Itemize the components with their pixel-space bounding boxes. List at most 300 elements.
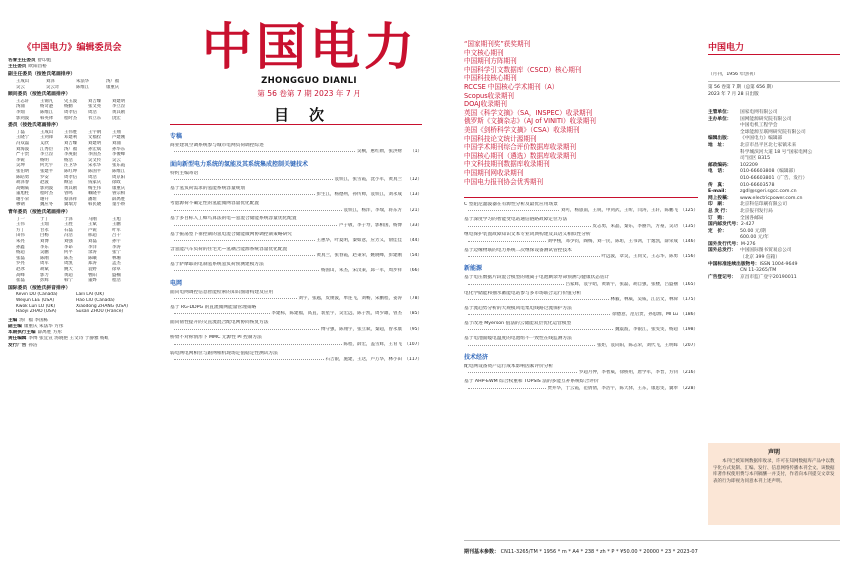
article-meta	[464, 239, 698, 245]
committee-name: 陈国平	[88, 168, 102, 174]
committee-row-label: 名誉主任委员	[8, 58, 36, 63]
committee-name: 朱亮	[16, 239, 25, 245]
committee-name: 甘永	[40, 227, 49, 233]
committee-name: 吴文传	[88, 157, 102, 163]
info-value: 北京报刊发行局	[740, 208, 773, 214]
info-value: 600.00 元/年	[740, 235, 769, 241]
committee-name: 陈曦	[88, 255, 97, 261]
committee-name: 江秀臣	[40, 146, 54, 152]
article-authors: 杨国山，朱杰，宋汶秉，邱一军，周步祥	[321, 268, 402, 274]
committee-name: 孙宇	[112, 239, 121, 245]
committee-name: 韩英铎	[40, 115, 54, 121]
committee-name: 张东霞	[112, 163, 126, 169]
committee-name: 郭剑波	[40, 185, 54, 191]
leader-dots	[174, 194, 315, 195]
committee-name: 王斌	[88, 222, 97, 228]
committee-name: 梅生伟	[88, 185, 102, 191]
info-label: E-mail：	[708, 189, 730, 195]
article-authors: 袁铁江，杨洋，李瑞，蒋东方	[343, 207, 402, 213]
committee-name: 王旭	[112, 216, 121, 222]
committee-name: 杨浩	[64, 157, 73, 163]
article-authors: 叶远波，章昊，王同文，王志华，陈勇	[601, 254, 678, 260]
committee-name: 文福拴	[88, 135, 102, 141]
info-line	[708, 275, 840, 282]
committee-name: 刘海波	[16, 146, 30, 152]
vice-names	[8, 79, 136, 90]
committee-name: 汤广福	[64, 146, 78, 152]
leader-dots	[468, 241, 546, 242]
leader-dots	[174, 344, 342, 345]
committee-name: 刘泽	[46, 79, 55, 84]
info-line	[708, 189, 840, 196]
info-label: 订 购：	[708, 215, 727, 221]
article-page: （186）	[680, 312, 698, 318]
committee-name: 姚天	[64, 267, 73, 272]
info-value: CN 11-3265/TM	[740, 268, 777, 274]
info-label: 传 真：	[708, 182, 727, 188]
committee-name: 高峰	[16, 272, 25, 278]
article-meta	[464, 312, 698, 318]
article-meta	[170, 296, 422, 302]
article-page: （13）	[407, 192, 422, 198]
article-authors: 傅守强，陈翔宇，张立斌，秦超，曾永康	[321, 326, 402, 332]
article-title: 基于萨摩耶的电制氢系统氢负荷预测建模方法	[170, 262, 264, 268]
committee-name: 韩民晓	[88, 202, 102, 208]
article-page: （125）	[680, 208, 698, 214]
indexing-list	[464, 40, 664, 186]
committee-name: 罗安	[40, 174, 49, 180]
info-line	[708, 202, 840, 209]
leader-dots	[468, 329, 613, 330]
indexing-item: 俄罗斯《文摘杂志》（AJ of VINITI）收录期刊	[464, 117, 596, 126]
committee-name: 孟杰	[112, 261, 121, 267]
article-meta	[170, 177, 422, 183]
committee-name: 吴云奇	[46, 84, 60, 90]
info-line	[708, 235, 840, 242]
advisor-head: 顾问委员（按姓氏笔画排序）	[8, 92, 71, 98]
article-meta	[170, 357, 422, 363]
article-meta	[464, 297, 698, 303]
committee-name: 卢锐	[88, 227, 97, 233]
info-label: 编辑出版：	[708, 136, 732, 142]
copyright-notice	[708, 443, 840, 525]
info-label: 主办单位：	[708, 116, 732, 122]
info-value: 北京市昌平区北七家镇未来	[740, 142, 797, 148]
committee-name: 王宇钢	[88, 129, 102, 135]
info-value: M-276	[740, 241, 756, 247]
member-names	[8, 130, 136, 208]
committee-name: 吴云	[16, 84, 25, 90]
youth-names	[8, 217, 136, 284]
committee-name: Kwok Lun LO (UK)	[16, 303, 56, 309]
toc-entry	[170, 247, 422, 260]
committee-name: 潘垣	[88, 196, 97, 202]
toc-entry	[464, 217, 698, 230]
toc-entry	[170, 232, 422, 245]
committee-name: 赵冰	[16, 267, 25, 272]
committee-name: 童小娇	[112, 202, 126, 208]
article-authors: 刘可，杨旅南，王锐，申剑武，王昕，闫涛，王轩，陈鹏飞	[561, 208, 678, 214]
info-value: www.electricpower.com.cn	[740, 195, 803, 201]
article-page: （146）	[680, 238, 698, 244]
committee-name: 张伯明	[16, 168, 30, 174]
committee-name: 刘涌	[112, 140, 121, 146]
committee-name: 吕干	[112, 233, 121, 239]
info-title-rule	[708, 54, 840, 55]
committee-name: 王成山	[40, 129, 54, 135]
committee-name: 李东	[40, 244, 49, 250]
committee-name: 陈维江	[40, 109, 54, 115]
committee-name: 周军	[40, 261, 49, 267]
article-authors: 皮志勇，朱晶，秦东，李丽兴，方豪，吴功	[592, 223, 678, 229]
committee-name: 卢建刚	[112, 135, 126, 141]
advisor-names	[8, 99, 136, 121]
info-value: 科学城滨河大道 18 号“国家电网公	[740, 149, 813, 155]
staff-label: 责任编辑	[8, 336, 27, 342]
committee-name: 魏应冬	[40, 202, 54, 208]
staff-value: 李博 张宜宣 汤晓艳 王文诗 于静雅 杨虹	[28, 336, 110, 342]
committee-name: 李昂	[64, 244, 73, 250]
leader-dots	[468, 299, 609, 300]
toc-entry	[170, 186, 422, 199]
article-page: （12）	[407, 177, 422, 183]
contents-heading: 目次	[273, 106, 344, 124]
committee-name: 宋永华	[88, 163, 102, 169]
article-meta	[464, 386, 698, 392]
info-line	[708, 222, 840, 229]
committee-name: 王志轩	[16, 98, 30, 104]
article-meta	[170, 327, 422, 333]
article-authors: 吕家辉，袁宇昭，黄新宇，张磊，胡自强，张楼，吕盛丽	[565, 281, 678, 287]
leader-dots	[468, 388, 546, 389]
info-label: 定 价：	[708, 228, 727, 234]
leader-dots	[468, 314, 610, 315]
committee-name: 黄其励	[64, 185, 78, 191]
committee-name: Hao LIU (Canada)	[76, 297, 115, 303]
committee-name: 胡泽春	[16, 180, 30, 186]
article-title: 基于氢负荷需求的氢能系统容量规划	[170, 186, 246, 192]
committee-name: 汪卫华	[64, 163, 78, 169]
committee-name: 王锡凡	[40, 98, 54, 104]
info-value: 010-66603801（广告、发行）	[740, 175, 808, 181]
committee-name: 黄超	[64, 272, 73, 278]
article-title: 基于电压数据片段混合模型的锂离子电池剩余寿命预测与健康状态估计	[464, 275, 610, 281]
committee-name: 何光宇	[40, 163, 54, 169]
article-meta	[464, 224, 698, 230]
journal-logo	[196, 16, 424, 74]
indexing-item: 中国科学引文数据库（CSCD）核心期刊	[464, 65, 582, 74]
article-title: 考虑源荷不确定性的氢能微网容量优化配置	[170, 201, 260, 207]
committee-name: 邢超	[88, 233, 97, 239]
committee-name: 冀瑞芳	[64, 202, 78, 208]
article-title: 基于边缘物联的电力系统二次继保设备测试管控技术	[464, 247, 572, 253]
info-line	[708, 150, 840, 157]
committee-name: 王翔	[112, 129, 121, 135]
indexing-item: 中国期刊网收录期刊	[464, 168, 524, 177]
committee-name: 白杨	[40, 233, 49, 239]
info-value: 全国各邮局	[740, 215, 764, 221]
indexing-item: Scopus收录期刊	[464, 91, 515, 100]
toc-section-heading: 新能源	[464, 265, 483, 273]
indexing-item: 英国《科学文摘》（SA，INSPEC）收录期刊	[464, 108, 593, 117]
article-meta	[464, 343, 698, 349]
committee-name: 袁野	[88, 267, 97, 272]
committee-name: 陈红坤	[64, 168, 78, 174]
article-authors: 陈程，薛宏，盖雪辉，王育飞	[343, 341, 402, 347]
article-page: （95）	[407, 326, 422, 332]
article-meta	[170, 149, 422, 155]
indexing-item: 中国电力报刊协会优秀期刊	[464, 177, 544, 186]
article-title: 面向电网调控信息智能检索的知识图谱构建及应用	[170, 289, 274, 295]
info-line	[708, 268, 840, 275]
article-page: （216）	[680, 370, 698, 376]
committee-name: 陈杰	[64, 255, 73, 261]
committee-name: 李立浧	[40, 152, 54, 158]
article-authors: 卢子敬，李子寿，郭相国，杨博	[339, 222, 402, 228]
committee-name: 程浩	[112, 278, 121, 284]
info-line	[708, 123, 840, 130]
article-authors: 罗超月仲，李智威，徐桥用，唐学军，李晋，方钊	[579, 370, 678, 376]
publication-info	[708, 110, 840, 281]
article-meta	[170, 342, 422, 348]
toc-entry	[464, 232, 698, 245]
staff-label: 主编	[8, 317, 18, 323]
committee-name: 冯浩	[64, 233, 73, 239]
article-authors: 徐德意，范启贵，孙思源，MI Lu	[612, 312, 678, 318]
committee-name: 刘吉臻	[64, 140, 78, 146]
committee-name: 刘建明	[112, 98, 126, 104]
info-value: 全球能源互联网研究院有限公司	[740, 129, 806, 135]
article-authors: 黄真兰，张春霞，赵秉荣，姚晓峰，彭建刚	[316, 253, 402, 259]
committee-name: 朱法华	[76, 79, 90, 84]
article-authors: 林毅，林威，吴威，江岳文，林舜	[610, 297, 678, 303]
committee-name: 孙鑫	[16, 244, 25, 250]
article-title: C 型阻尼滤波器在有源性分析及最优应用场景	[464, 202, 558, 207]
article-page: （156）	[680, 254, 698, 260]
info-value: 010-66603578	[740, 182, 775, 188]
committee-name: 于泽	[64, 216, 73, 222]
info-value: zgdl@sgeri.sgcc.com.cn	[740, 189, 797, 195]
article-title: 弱电网电网相位与跟网相机现场定值稳定性测试方法	[170, 350, 278, 356]
article-meta	[464, 282, 698, 288]
staff-value: 孙洁	[28, 342, 38, 348]
article-meta	[170, 311, 422, 317]
article-title: 基于 AHP-EWM 综合权重和 TOPSIS 法的多能互补系统综合评价	[464, 379, 599, 385]
indexing-item: DOAJ收录期刊	[464, 100, 507, 109]
committee-name: 艾欣	[40, 140, 49, 146]
indexing-item: 中国科技核心期刊	[464, 74, 517, 83]
toc-entry	[170, 143, 422, 156]
info-value: 国家电网有限公司	[740, 110, 778, 115]
article-title: 配电网设备资产运行成本影响因素评价分析	[464, 364, 554, 370]
article-authors: 吴桐，惠红勋，张洪财	[357, 149, 402, 155]
committee-name: 刘强	[64, 239, 73, 245]
committee-row	[8, 64, 136, 70]
info-value: 京昌市监广登字20190011	[740, 274, 797, 280]
toc-left	[170, 128, 422, 366]
staff-label: 发行广告	[8, 342, 27, 348]
committee-name: 杨超	[16, 250, 25, 256]
committee-name: 徐卓	[112, 267, 121, 272]
info-line	[708, 209, 840, 216]
journal-parameters	[464, 548, 698, 555]
footer-label: 期刊基本参数：	[464, 549, 500, 555]
info-label: 主管单位：	[708, 110, 732, 115]
committee-name: 刘磊	[88, 239, 97, 245]
indexing-item: 中国期刊方阵期刊	[464, 57, 517, 66]
committee-name: 曹阳	[88, 272, 97, 278]
committee-name: 刘吉臻	[88, 98, 102, 104]
article-meta	[170, 223, 422, 229]
toc-entry	[464, 202, 698, 215]
committee-name: 丁一	[16, 216, 25, 222]
committee-name: 王鹏	[112, 222, 121, 228]
committee-name: 郑涛	[88, 261, 97, 267]
committee-name: 薛禹胜	[112, 196, 126, 202]
committee-name: 胡斌	[40, 267, 49, 272]
committee-name: 李涛	[112, 244, 121, 250]
journal-pinyin: ZHONGGUO DIANLI	[261, 76, 357, 86]
article-authors: 彭生江，杨德州，孙传帅，袁铁江，刘永成	[316, 192, 402, 198]
info-label: 电 话：	[708, 169, 727, 175]
committee-row-value: 欧阳昌裕	[28, 64, 47, 70]
article-authors: 石吉银，施建，王达，卢万华，林小田	[325, 357, 402, 363]
intl-names	[8, 292, 136, 314]
committee-name: 吴鹏	[40, 250, 49, 256]
article-title: 特约主编寄语	[170, 170, 199, 176]
committee-name: Haoyi ZHAO (USA)	[16, 309, 57, 315]
committee-name: 丁磊	[16, 129, 25, 135]
article-authors: 魏震波，李银江，张雯雯，杨超	[615, 327, 678, 333]
article-page: （207）	[680, 342, 698, 348]
article-meta	[464, 208, 698, 214]
committee-name: 康重庆	[112, 185, 126, 191]
committee-name: 程时杰	[64, 115, 78, 121]
footer-value: CN11-3265/TM * 1956 * m * A4 * 238 * zh * P * ¥50.00 * 20000 * 23 * 2023-07	[500, 549, 698, 555]
toc-entry	[170, 171, 422, 184]
committee-name: 韩宁	[64, 278, 73, 284]
info-value: 102209	[740, 162, 758, 168]
leader-dots	[174, 359, 324, 360]
article-page: （85）	[407, 311, 422, 317]
toc-entry	[464, 248, 698, 261]
info-value: 国网能源研究院有限公司	[740, 116, 792, 122]
committee-name: 赵波	[40, 180, 49, 186]
leader-dots	[174, 179, 333, 180]
committee-name: 顾洁	[64, 180, 73, 186]
committee-name: 邓建利	[64, 135, 78, 141]
info-rule	[708, 81, 840, 82]
committee-name: 方丁	[16, 227, 25, 233]
info-value: 2-427	[740, 222, 755, 228]
committee-name: 王成山	[16, 79, 30, 84]
committee-name: 徐政	[112, 180, 121, 186]
indexing-item: 中文科技期刊数据库收录期刊	[464, 160, 550, 169]
committee-name: 李俊峰	[112, 152, 126, 158]
committee-name: 饶宏	[112, 115, 121, 121]
committee-name: 李锐	[16, 157, 25, 163]
article-page: （175）	[680, 297, 698, 303]
info-label: 国外发行代号：	[708, 241, 741, 247]
leader-dots	[174, 329, 319, 330]
staff-label: 副主编	[8, 323, 22, 329]
leader-dots	[468, 372, 577, 373]
toc-entry	[170, 216, 422, 229]
article-title: 基于振荡型下垂控制的氢电混合储能微网协调控制策略研究	[170, 231, 292, 237]
committee-name: 鲁宗相	[112, 191, 126, 197]
article-page: （21）	[407, 207, 422, 213]
article-title: 基于深度学习的智能变电站通信链路故障定位方法	[464, 217, 568, 223]
committee-name: 郭力	[40, 272, 49, 278]
committee-name: 陈刚	[40, 255, 49, 261]
committee-name: 严干贵	[16, 152, 30, 158]
committee-name: 汤涌	[16, 104, 25, 110]
committee-name: 陈维江	[76, 84, 90, 90]
committee-name: 叶军	[112, 227, 121, 233]
committee-name: 王晓宁	[16, 135, 30, 141]
article-page: （165）	[680, 281, 698, 287]
info-label: 印 刷：	[708, 202, 727, 208]
leader-dots	[174, 270, 319, 271]
committee-name: 刘建明	[88, 140, 102, 146]
info-line	[708, 176, 840, 183]
article-page: （198）	[680, 327, 698, 333]
article-page: （33）	[407, 222, 422, 228]
indexing-item: “国家期刊奖”获奖期刊	[464, 40, 531, 48]
article-meta	[464, 370, 698, 376]
youth-head: 青年委员（按姓氏笔画排序）	[8, 210, 71, 216]
staff-value: 汤广福 李国栋	[19, 317, 49, 323]
article-page: （1）	[410, 149, 422, 155]
leader-dots	[174, 240, 315, 241]
committee-name: Xiaodong ZHANG (USA)	[76, 303, 128, 309]
info-value: ISSN 1004-9649	[759, 261, 798, 267]
article-title: 基于多目标人工蜂鸟算法的电—氢混合储能系统容量优化配置	[170, 216, 297, 222]
committee-name: 郭剑波	[16, 115, 30, 121]
info-label: 网上投稿：	[708, 195, 732, 201]
leader-dots	[174, 151, 355, 152]
indexing-item: 中国科技论文统计源期刊	[464, 134, 537, 143]
leader-dots	[174, 298, 297, 299]
info-value: （北京 399 信箱）	[740, 255, 781, 261]
article-meta	[170, 238, 422, 244]
committee-name: 张宁	[112, 250, 121, 256]
info-label: 总 发 行：	[708, 208, 731, 214]
committee-leaders	[8, 58, 136, 70]
indexing-item: RCCSE 中国核心学术期刊（A）	[464, 82, 559, 91]
article-meta	[170, 253, 422, 259]
committee-name: 田伟	[16, 233, 25, 239]
article-authors: 王惠华，叶夏明，秦如意，应芳义，俞佳佳	[316, 238, 402, 244]
toc-entry	[170, 262, 422, 275]
committee-name: 张建平	[40, 168, 54, 174]
committee-name: 于丁	[40, 216, 49, 222]
publish-date: 2023 年 7 月 28 日出版	[708, 91, 759, 97]
info-subtitle	[708, 72, 840, 98]
article-authors: 贾并华，于云霞，范倩倩，李浩宇，陈天驿，王东，康思雯，冀奉	[547, 385, 678, 391]
committee-name: 孙宏斌	[88, 146, 102, 152]
leader-dots	[468, 284, 564, 285]
vice-head: 副主任委员（按姓氏笔画排序）	[8, 72, 76, 78]
article-page: （117）	[404, 357, 422, 363]
article-title: 基于电池面缆电温度的电池组不一致性在线监测方法	[464, 336, 572, 342]
committee-name: 张磊	[16, 255, 25, 261]
committee-name: 王伟胜	[64, 129, 78, 135]
committee-name: 王剑锋	[40, 135, 54, 141]
committee-name: 冯双磊	[16, 140, 30, 146]
committee-name: 余涛	[88, 250, 97, 256]
article-meta	[464, 327, 698, 333]
